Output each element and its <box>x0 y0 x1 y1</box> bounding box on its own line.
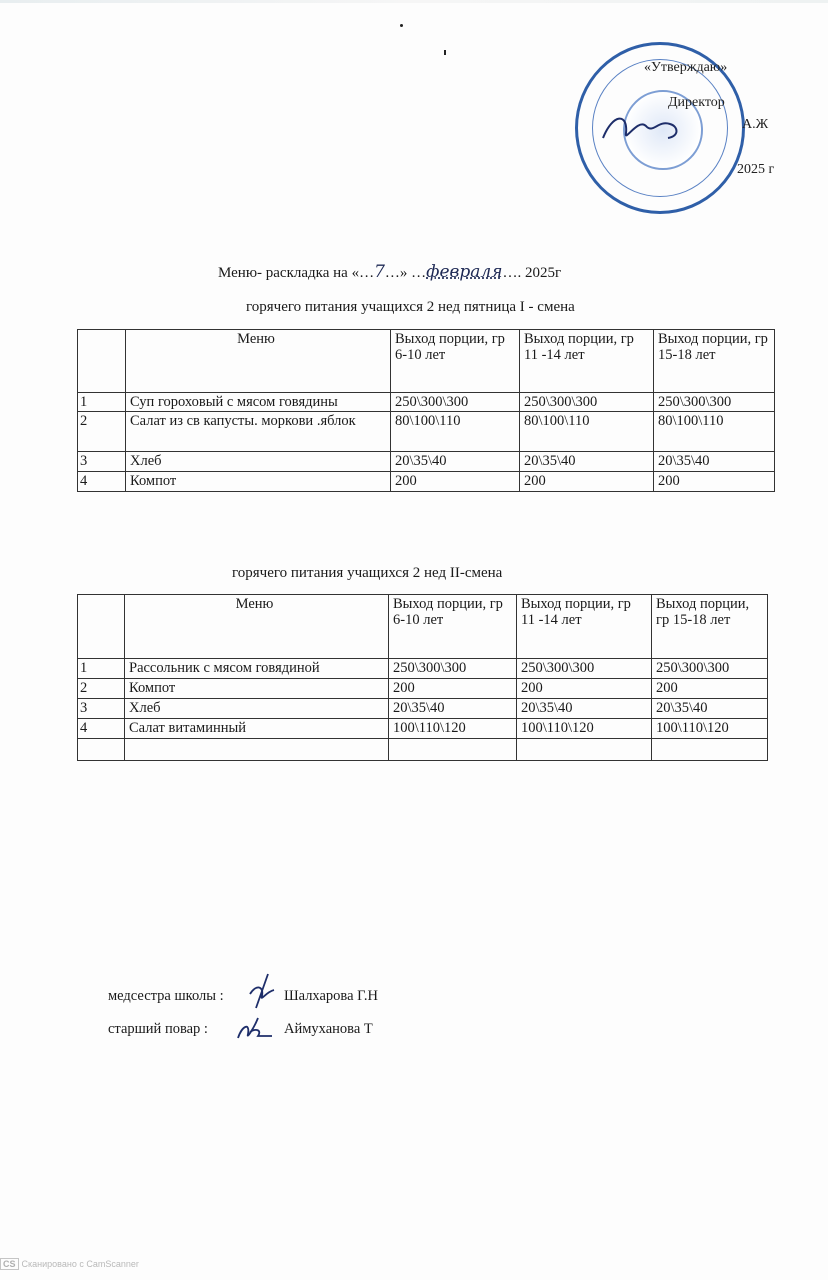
row-c2: 100\110\120 <box>517 719 652 739</box>
director-signature <box>598 108 688 148</box>
table-header-row <box>78 595 768 659</box>
row-c1: 200 <box>391 472 520 492</box>
row-c2: 200 <box>520 472 654 492</box>
row-num: 2 <box>78 412 126 452</box>
header-col1: Выход порции, гр 6-10 лет <box>389 595 517 659</box>
title-year: 2025г <box>525 265 562 281</box>
table-row <box>78 679 768 699</box>
row-c1: 20\35\40 <box>391 452 520 472</box>
row-num <box>78 739 125 761</box>
title-day: 7 <box>374 262 385 282</box>
shift1-menu-table <box>77 329 775 492</box>
table-row <box>78 472 775 492</box>
cook-signature <box>232 1012 276 1042</box>
cook-name: Аймуханова Т <box>284 1021 373 1037</box>
camscanner-logo: CS <box>0 1258 19 1270</box>
row-c1: 200 <box>389 679 517 699</box>
row-menu: Хлеб <box>125 699 389 719</box>
header-menu: Меню <box>126 330 391 393</box>
row-c3: 20\35\40 <box>652 699 768 719</box>
nurse-signature <box>242 972 278 1012</box>
row-c3: 250\300\300 <box>654 393 775 412</box>
shift2-subtitle: горячего питания учащихся 2 нед II-смена <box>232 565 503 581</box>
approval-name: А.Ж <box>742 117 769 132</box>
header-menu: Меню <box>125 595 389 659</box>
row-c2: 20\35\40 <box>520 452 654 472</box>
header-col2: Выход порции, гр 11 -14 лет <box>520 330 654 393</box>
header-col1: Выход порции, гр 6-10 лет <box>391 330 520 393</box>
header-col3: Выход порции, гр 15-18 лет <box>652 595 768 659</box>
row-num: 1 <box>78 393 126 412</box>
header-num <box>78 595 125 659</box>
row-c3 <box>652 739 768 761</box>
row-menu: Салат витаминный <box>125 719 389 739</box>
header-col2: Выход порции, гр 11 -14 лет <box>517 595 652 659</box>
camscanner-text: Сканировано с CamScanner <box>21 1259 139 1269</box>
title-day-close: » <box>399 265 408 281</box>
title-month: февраля <box>426 262 503 282</box>
title-prefix: Меню- раскладка на <box>218 265 348 281</box>
row-c2: 200 <box>517 679 652 699</box>
title-day-open: « <box>351 265 360 281</box>
title-dots: …. <box>502 265 522 281</box>
row-menu <box>125 739 389 761</box>
row-c3: 20\35\40 <box>654 452 775 472</box>
scan-speck <box>400 24 403 27</box>
row-c2: 250\300\300 <box>520 393 654 412</box>
row-c2 <box>517 739 652 761</box>
row-num: 2 <box>78 679 125 699</box>
scan-speck <box>444 50 446 55</box>
row-c1: 100\110\120 <box>389 719 517 739</box>
row-c1: 250\300\300 <box>389 659 517 679</box>
approval-title: «Утверждаю» <box>644 60 728 75</box>
row-c2: 20\35\40 <box>517 699 652 719</box>
row-c1 <box>389 739 517 761</box>
shift1-subtitle: горячего питания учащихся 2 нед пятница I - смена <box>246 299 575 315</box>
table-header-row <box>78 330 775 393</box>
row-c2: 250\300\300 <box>517 659 652 679</box>
row-c1: 250\300\300 <box>391 393 520 412</box>
row-c3: 200 <box>654 472 775 492</box>
row-menu: Компот <box>125 679 389 699</box>
cook-role: старший повар : <box>108 1021 208 1037</box>
table-row <box>78 699 768 719</box>
row-num: 4 <box>78 472 126 492</box>
table-row <box>78 719 768 739</box>
row-num: 1 <box>78 659 125 679</box>
row-c1: 80\100\110 <box>391 412 520 452</box>
table-row <box>78 393 775 412</box>
approval-position: Директор <box>668 95 725 110</box>
title-dots: … <box>359 265 375 281</box>
top-scan-edge <box>0 0 828 3</box>
camscanner-watermark <box>0 1258 139 1270</box>
title-dots: … <box>411 265 427 281</box>
row-menu: Салат из св капусты. моркови .яблок <box>126 412 391 452</box>
row-num: 4 <box>78 719 125 739</box>
table-row <box>78 452 775 472</box>
shift2-menu-table <box>77 594 768 761</box>
table-row-empty <box>78 739 768 761</box>
row-menu: Рассольник с мясом говядиной <box>125 659 389 679</box>
approval-date: 2025 г <box>737 162 775 177</box>
nurse-name: Шалхарова Г.Н <box>284 988 378 1004</box>
page-title <box>218 262 561 282</box>
row-num: 3 <box>78 699 125 719</box>
row-menu: Хлеб <box>126 452 391 472</box>
row-menu: Компот <box>126 472 391 492</box>
header-col3: Выход порции, гр 15-18 лет <box>654 330 775 393</box>
row-c3: 250\300\300 <box>652 659 768 679</box>
row-c3: 80\100\110 <box>654 412 775 452</box>
row-num: 3 <box>78 452 126 472</box>
nurse-role: медсестра школы : <box>108 988 224 1004</box>
row-c3: 200 <box>652 679 768 699</box>
title-dots: … <box>384 265 400 281</box>
row-c1: 20\35\40 <box>389 699 517 719</box>
row-c2: 80\100\110 <box>520 412 654 452</box>
row-c3: 100\110\120 <box>652 719 768 739</box>
table-row <box>78 412 775 452</box>
header-num <box>78 330 126 393</box>
table-row <box>78 659 768 679</box>
row-menu: Суп гороховый с мясом говядины <box>126 393 391 412</box>
